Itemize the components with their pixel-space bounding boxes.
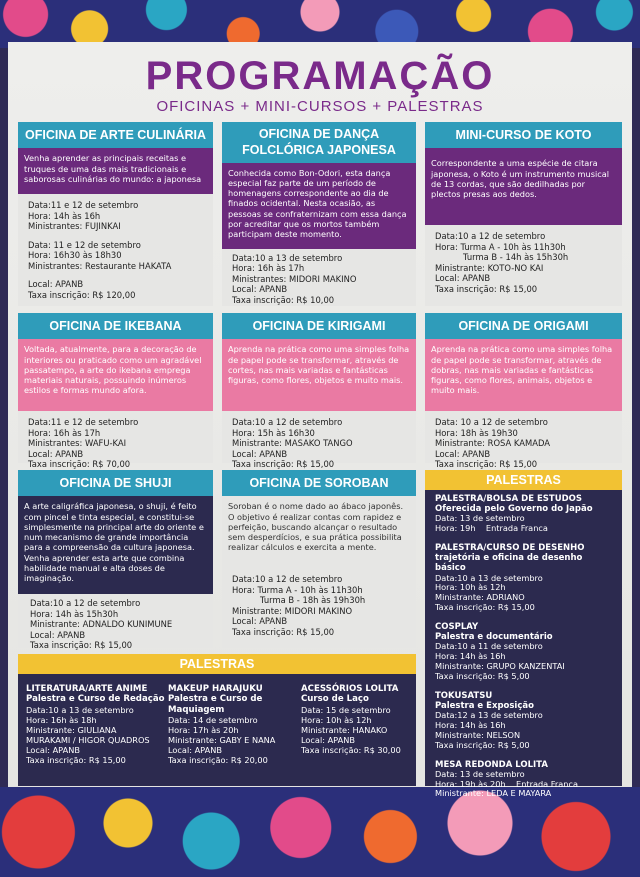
talk-date: Data: 13 de setembro: [435, 768, 525, 779]
card-instructor: Ministrante: MASAKO TANGO: [232, 438, 353, 449]
card-title: OFICINA DE DANÇA FOLCLÓRICA JAPONESA: [222, 122, 416, 163]
talk-time: Hora: 10h às 12h: [301, 714, 372, 725]
talk-time: Hora: 14h às 16h: [435, 719, 506, 730]
card-fee: Taxa inscrição: R$ 120,00: [28, 289, 136, 300]
talk-location: Local: APANB: [301, 734, 355, 745]
talk-title: TOKUSATSU: [435, 690, 493, 701]
card-title: OFICINA DE SOROBAN: [222, 470, 416, 496]
palestras-side-header: PALESTRAS: [425, 470, 622, 490]
card-origami: [425, 313, 622, 470]
card-ikebana: [18, 313, 213, 470]
card-info: [222, 572, 416, 643]
floral-border-top: [0, 0, 640, 48]
card-fee: Taxa inscrição: R$ 15,00: [232, 459, 335, 470]
card-instructor: Ministrantes: MIDORI MAKINO: [232, 273, 357, 284]
session1-instructor: Ministrantes: FUJINKAI: [28, 221, 121, 232]
talk-subtitle: Palestra e Curso de Redação: [26, 694, 165, 705]
talk-subtitle: Palestra e documentário: [435, 632, 553, 643]
card-description: Soroban é o nome dado ao ábaco japonês. O objetivo é realizar contas com rapidez e perfeição, buscando alcançar o resultado sem desperdícios, e sua prática possibilita realizar cálculos e exercita a mente.: [222, 496, 416, 572]
card-kirigami: [222, 313, 416, 470]
card-instructor: Ministrante: KOTO-NO KAI: [435, 262, 544, 273]
card-title: OFICINA DE SHUJI: [18, 470, 213, 496]
talk-title: COSPLAY: [435, 622, 479, 632]
talk-bolsa: [435, 494, 612, 534]
card-date: Data:10 a 13 de setembro: [232, 252, 343, 263]
card-info: [222, 411, 416, 476]
talk-fee: Taxa inscrição: R$ 30,00: [301, 744, 401, 755]
talk-date: Data:12 a 13 de setembro: [435, 710, 543, 721]
talk-instructor-2: MURAKAMI / HIGOR QUADROS: [26, 734, 150, 745]
card-time: Hora: 14h às 15h30h: [30, 608, 119, 619]
talk-makeup: [168, 684, 298, 765]
card-location: Local: APANB: [232, 284, 288, 294]
card-shuji: [18, 470, 213, 651]
talk-subtitle: Curso de Laço: [301, 694, 369, 705]
card-location: Local: APANB: [30, 629, 86, 640]
card-instructor: Ministrantes: WAFU-KAI: [28, 438, 127, 449]
talk-cosplay: [435, 622, 612, 682]
talk-subtitle: trajetória e oficina de desenho básico: [435, 553, 583, 574]
card-date: Data:10 a 12 de setembro: [232, 574, 343, 585]
talk-instructor: Ministrante: LEDA E MAYARA: [435, 788, 552, 799]
card-location: Local: APANB: [28, 448, 84, 459]
session2-time: Hora: 16h30 às 18h30: [28, 250, 122, 261]
talk-instructor: Ministrante: GABY E NANA: [168, 735, 276, 746]
page-title: PROGRAMAÇÃO: [145, 54, 495, 98]
talk-subtitle: Oferecida pelo Governo do Japão: [435, 504, 593, 515]
talk-date: Data: 13 de setembro: [435, 513, 525, 524]
card-description: Aprenda na prática como uma simples folha de papel pode se transformar, através de dobras, nas mais variadas e fantásticas figuras, como flores, animais, objetos e muito mais.: [425, 339, 622, 411]
talk-subtitle-2: Maquiagem: [168, 704, 225, 715]
talk-time: Hora: 19h às 20h Entrada Franca: [435, 778, 579, 789]
card-location: Local: APANB: [232, 616, 288, 627]
card-fee: Taxa inscrição: R$ 15,00: [232, 626, 335, 637]
card-fee: Taxa inscrição: R$ 10,00: [232, 294, 335, 305]
talk-instructor: Ministrante: ADRIANO: [435, 592, 525, 603]
talk-instructor: Ministrante: GRUPO KANZENTAI: [435, 661, 565, 672]
card-instructor: Ministrante: ROSA KAMADA: [435, 438, 550, 449]
talk-location: Local: APANB: [26, 744, 80, 755]
talk-location: Local: APANB: [168, 745, 222, 756]
card-time: Hora: 15h às 16h30: [232, 427, 315, 438]
talk-title: LITERATURA/ARTE ANIME: [26, 684, 148, 694]
card-time-2: Turma B - 14h às 15h30h: [463, 252, 569, 263]
card-description: Aprenda na prática como uma simples folha de papel pode se transformar, através de cortes, nas mais variadas e fantásticas figuras, como flores, objetos e muito mais.: [222, 339, 416, 411]
card-info: [18, 594, 213, 657]
card-fee: Taxa inscrição: R$ 15,00: [435, 459, 538, 470]
palestras-bottom-section: [18, 674, 416, 786]
talk-title: PALESTRA/BOLSA DE ESTUDOS: [435, 494, 583, 504]
card-date: Data:10 a 12 de setembro: [232, 417, 343, 428]
talk-instructor: Ministrante: GIULIANA: [26, 724, 117, 735]
card-title: OFICINA DE IKEBANA: [18, 313, 213, 339]
card-info: [425, 225, 622, 300]
card-description: Venha aprender as principais receitas e truques de uma das mais tradicionais e saborosas culinárias do mundo: a japonesa: [18, 148, 213, 194]
talk-date: Data: 15 de setembro: [301, 704, 391, 715]
card-title: MINI-CURSO DE KOTO: [425, 122, 622, 148]
card-description: A arte caligráfica japonesa, o shuji, é feito com pincel e tinta especial, e constitui-se simplesmente na principal arte do oriente e num mecanismo de grande importância para a compreensão da cultura japonesa. Venha aprender esta arte que combina habilidade manual e alta doses de imaginação.: [18, 496, 213, 594]
talk-fee: Taxa inscrição: R$ 5,00: [435, 739, 530, 750]
session2-date: Data: 11 e 12 de setembro: [28, 239, 141, 250]
talk-tokusatsu: [435, 691, 612, 751]
card-fee: Taxa inscrição: R$ 15,00: [435, 283, 538, 294]
card-instructor: Ministrante: MIDORI MAKINO: [232, 605, 353, 616]
card-date: Data: 10 a 12 de setembro: [435, 417, 548, 428]
session2-instructor: Ministrantes: Restaurante HAKATA: [28, 260, 172, 271]
card-location: Local: APANB: [435, 448, 491, 459]
talk-literatura: [26, 684, 166, 765]
card-title: OFICINA DE KIRIGAMI: [222, 313, 416, 339]
talk-title: MAKEUP HARAJUKU: [168, 684, 263, 694]
talk-instructor: Ministrante: NELSON: [435, 729, 521, 740]
talk-subtitle: Palestra e Exposição: [435, 700, 534, 711]
card-time: Hora: Turma A - 10h às 11h30h: [435, 241, 566, 252]
palestras-side-list: [425, 490, 622, 812]
card-location: Local: APANB: [28, 279, 84, 290]
card-time-2: Turma B - 18h às 19h30h: [260, 595, 366, 606]
talk-title: PALESTRA/CURSO DE DESENHO: [435, 543, 585, 554]
talk-desenho: [435, 543, 612, 613]
card-title: OFICINA DE ORIGAMI: [425, 313, 622, 339]
card-location: Local: APANB: [435, 273, 491, 284]
talk-date: Data:10 a 11 de setembro: [435, 641, 543, 652]
card-info: [18, 411, 213, 476]
card-soroban: [222, 470, 416, 648]
talk-title: ACESSÓRIOS LOLITA: [301, 684, 399, 694]
card-time: Hora: 16h às 17h: [28, 427, 101, 438]
page-subtitle: OFICINAS + MINI-CURSOS + PALESTRAS: [156, 98, 484, 115]
talk-time: Hora: 17h às 20h: [168, 725, 239, 736]
card-time: Hora: 18h às 19h30: [435, 427, 518, 438]
card-danca: [222, 122, 416, 306]
talk-lolita: [301, 684, 413, 755]
talk-date: Data:10 a 13 de setembro: [435, 572, 543, 583]
card-title: OFICINA DE ARTE CULINÁRIA: [18, 122, 213, 148]
card-culinaria: [18, 122, 213, 306]
card-info: [222, 249, 416, 312]
talk-time: Hora: 19h Entrada Franca: [435, 523, 548, 534]
palestras-side-section: [425, 470, 622, 799]
card-date: Data:10 a 12 de setembro: [30, 598, 141, 609]
card-instructor: Ministrante: ADNALDO KUNIMUNE: [30, 619, 173, 630]
card-date: Data:10 a 12 de setembro: [435, 231, 546, 242]
card-koto: [425, 122, 622, 306]
talk-fee: Taxa inscrição: R$ 5,00: [435, 670, 530, 681]
card-fee: Taxa inscrição: R$ 15,00: [30, 640, 133, 651]
talk-fee: Taxa inscrição: R$ 15,00: [26, 754, 126, 765]
talk-time: Hora: 16h às 18h: [26, 714, 97, 725]
talk-date: Data: 14 de setembro: [168, 715, 258, 726]
talk-mesa-redonda: [435, 760, 612, 800]
card-location: Local: APANB: [232, 448, 288, 459]
card-description: Correspondente a uma espécie de citara japonesa, o Koto é um instrumento musical de 13 cordas, que são dedilhadas por plectos presas aos dedos.: [425, 148, 622, 225]
talk-instructor: Ministrante: HANAKO: [301, 724, 388, 735]
talk-time: Hora: 10h às 12h: [435, 582, 506, 593]
card-info: [18, 194, 213, 306]
session1-date: Data:11 e 12 de setembro: [28, 200, 139, 211]
card-description: Voltada, atualmente, para a decoração de interiores ou praticado como um agradável passatempo, a arte do ikebana emprega materiais naturais, possuindo inúmeros estilos e formas mundo afora.: [18, 339, 213, 411]
session1-time: Hora: 14h às 16h: [28, 210, 101, 221]
card-time: Hora: 16h às 17h: [232, 263, 305, 273]
card-fee: Taxa inscrição: R$ 70,00: [28, 459, 131, 470]
card-date: Data:11 e 12 de setembro: [28, 417, 139, 428]
talk-date: Data:10 a 13 de setembro: [26, 704, 134, 715]
card-time: Hora: Turma A - 10h às 11h30h: [232, 584, 363, 595]
card-info: [425, 411, 622, 476]
talk-title: MESA REDONDA LOLITA: [435, 759, 548, 770]
card-description: Conhecida como Bon-Odori, esta dança especial faz parte de um período de homenagens correspondente ao dia de finados ocidental. Nesta ocasião, as pessoas se confraternizam com essa dança por acreditar que os mortos também participam deste momento.: [222, 163, 416, 249]
palestras-header: PALESTRAS: [18, 654, 416, 674]
talk-fee: Taxa inscrição: R$ 15,00: [435, 602, 535, 613]
talk-time: Hora: 14h às 16h: [435, 651, 506, 662]
talk-subtitle: Palestra e Curso de: [168, 694, 263, 705]
talk-fee: Taxa inscrição: R$ 20,00: [168, 755, 268, 766]
